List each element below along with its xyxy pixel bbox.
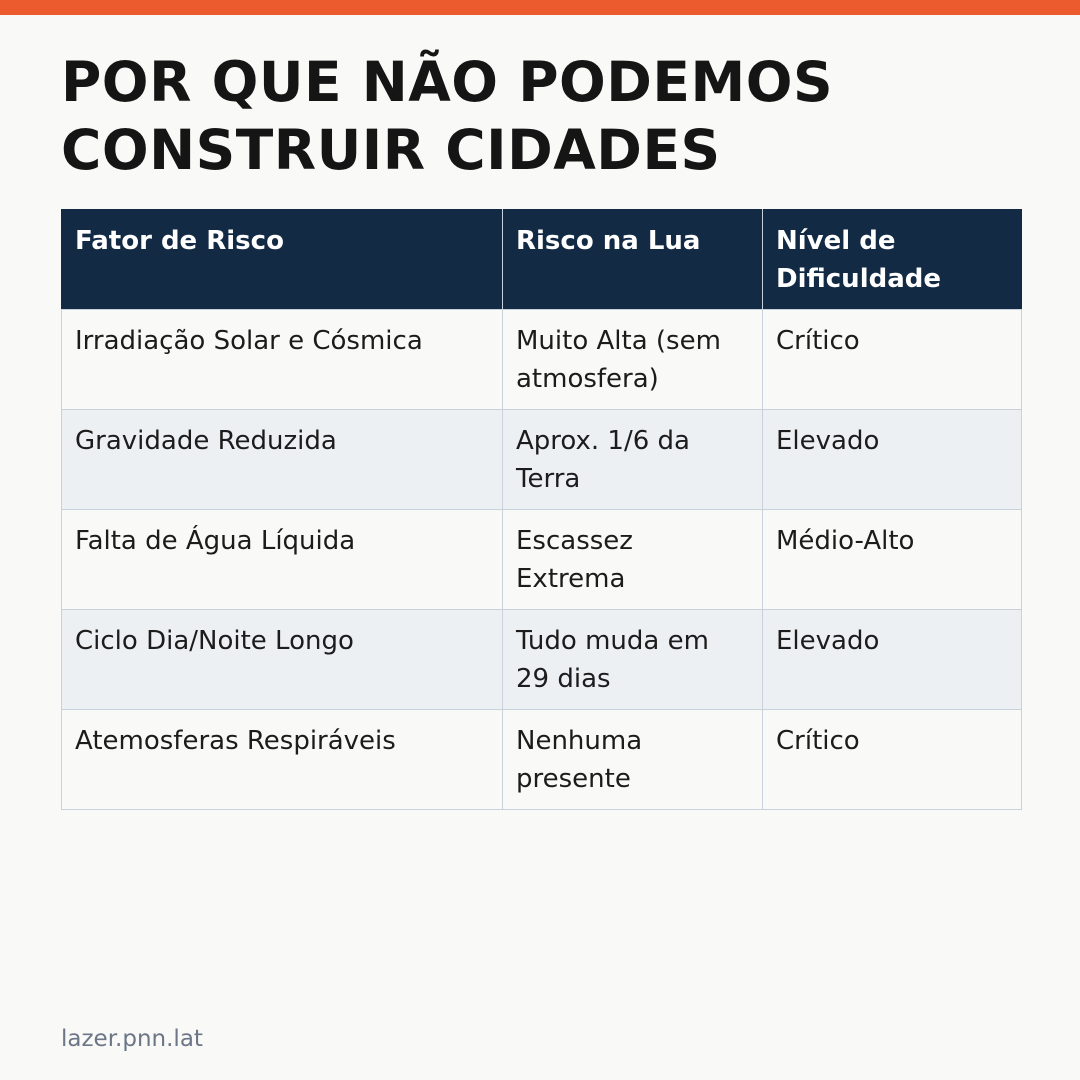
table-row: [62, 310, 1022, 410]
cell-moon-risk: Tudo muda em 29 dias: [503, 610, 763, 710]
footer-site-url: lazer.pnn.lat: [61, 1026, 203, 1052]
cell-risk-factor: Gravidade Reduzida: [62, 410, 503, 510]
cell-difficulty-level: Crítico: [763, 310, 1022, 410]
header-risk-factor: Fator de Risco: [62, 210, 503, 310]
risk-table: [61, 209, 1022, 810]
table-row: [62, 410, 1022, 510]
cell-difficulty-level: Crítico: [763, 710, 1022, 810]
cell-moon-risk: Aprox. 1/6 da Terra: [503, 410, 763, 510]
cell-risk-factor: Falta de Água Líquida: [62, 510, 503, 610]
cell-risk-factor: Irradiação Solar e Cósmica: [62, 310, 503, 410]
cell-moon-risk: Escassez Extrema: [503, 510, 763, 610]
page-title: POR QUE NÃO PODEMOS CONSTRUIR CIDADES: [61, 50, 834, 182]
cell-risk-factor: Atemosferas Respiráveis: [62, 710, 503, 810]
header-moon-risk: Risco na Lua: [503, 210, 763, 310]
table-row: [62, 610, 1022, 710]
cell-difficulty-level: Elevado: [763, 610, 1022, 710]
cell-moon-risk: Muito Alta (sem atmosfera): [503, 310, 763, 410]
header-difficulty-level: Nível de Dificuldade: [763, 210, 1022, 310]
top-accent-bar: [0, 0, 1080, 15]
table-header-row: [62, 210, 1022, 310]
table-row: [62, 710, 1022, 810]
cell-risk-factor: Ciclo Dia/Noite Longo: [62, 610, 503, 710]
table-row: [62, 510, 1022, 610]
cell-difficulty-level: Elevado: [763, 410, 1022, 510]
cell-difficulty-level: Médio-Alto: [763, 510, 1022, 610]
cell-moon-risk: Nenhuma presente: [503, 710, 763, 810]
